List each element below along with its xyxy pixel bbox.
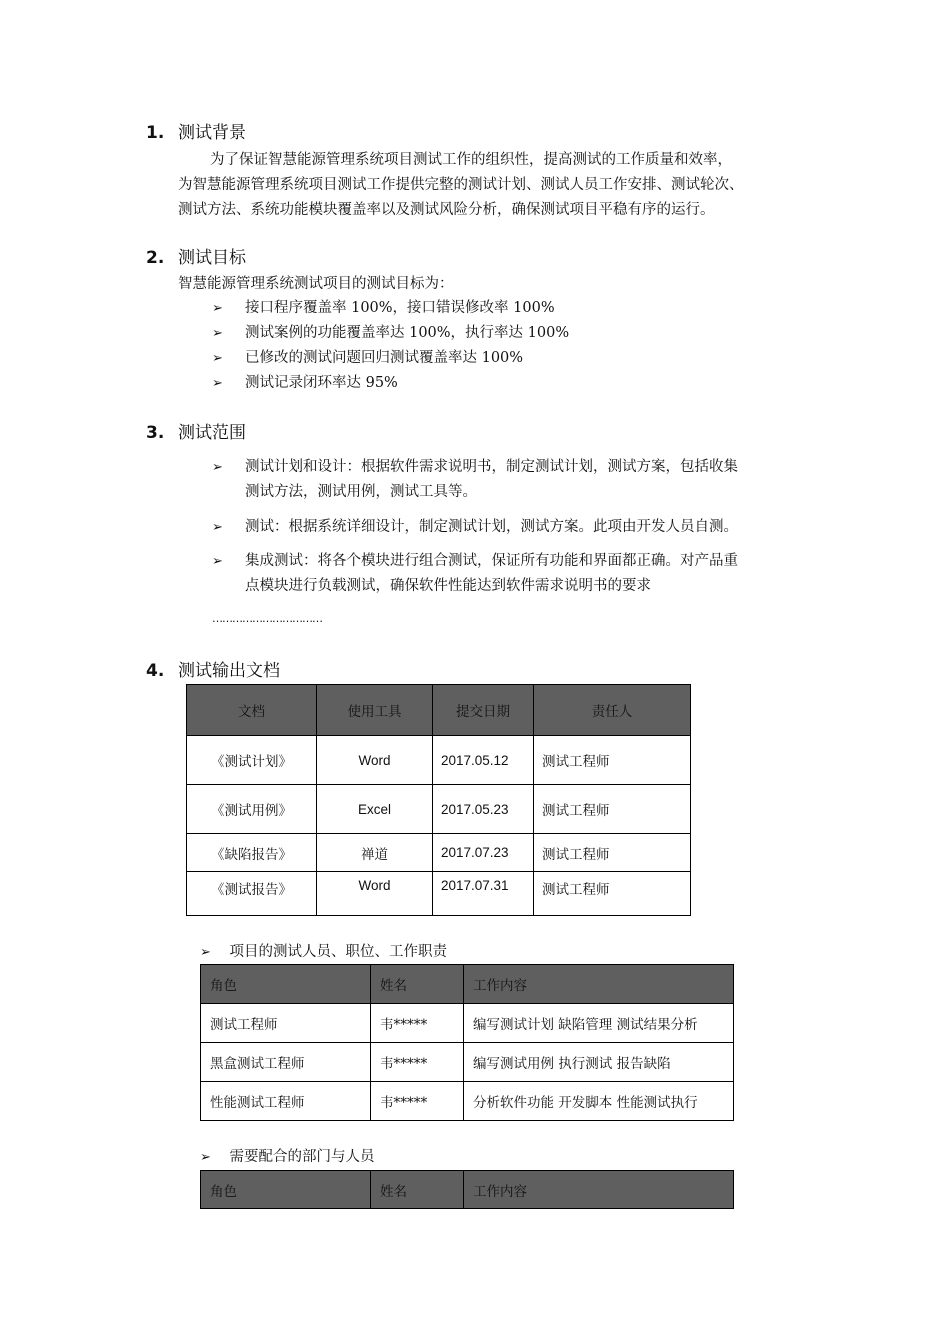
section-title: 测试范围 <box>178 423 246 443</box>
section-title: 测试输出文档 <box>178 661 280 681</box>
table-cell: 韦***** <box>371 1004 464 1043</box>
table-cell: 测试工程师 <box>534 872 691 916</box>
table-cell: 性能测试工程师 <box>201 1082 371 1121</box>
background-line-2: 为智慧能源管理系统项目测试工作提供完整的测试计划、测试人员工作安排、测试轮次、 <box>178 177 744 193</box>
table-row <box>187 872 691 916</box>
departments-table <box>200 1170 734 1209</box>
arrow-bullet-icon: ➢ <box>212 460 223 475</box>
table-cell: 《测试计划》 <box>187 736 317 785</box>
section-heading-output-docs <box>146 656 280 681</box>
section-title: 测试背景 <box>178 123 246 143</box>
section-title: 测试目标 <box>178 248 246 268</box>
arrow-bullet-icon: ➢ <box>212 520 223 535</box>
table-row <box>201 1082 734 1121</box>
table-header-row <box>201 1171 734 1209</box>
table-cell: 编写测试用例 执行测试 报告缺陷 <box>464 1043 734 1082</box>
staff-caption <box>200 940 700 965</box>
background-line-3: 测试方法、系统功能模块覆盖率以及测试风险分析，确保测试项目平稳有序的运行。 <box>178 202 715 218</box>
table-header-cell: 角色 <box>201 1171 371 1209</box>
table-cell: 2017.05.12 <box>433 736 534 785</box>
table-header-cell: 文档 <box>187 685 317 736</box>
goal-item-text: 测试记录闭环率达 95% <box>245 375 398 391</box>
goal-item <box>212 371 812 396</box>
arrow-bullet-icon: ➢ <box>212 326 223 341</box>
section-number: 2. <box>146 248 165 268</box>
scope-item <box>212 515 812 540</box>
table-header-cell: 责任人 <box>534 685 691 736</box>
scope-item <box>212 549 812 599</box>
table-header-cell: 姓名 <box>371 1171 464 1209</box>
goal-item <box>212 321 812 346</box>
scope-item-line: 测试：根据系统详细设计，制定测试计划，测试方案。此项由开发人员自测。 <box>245 519 738 535</box>
section-number: 1. <box>146 123 165 143</box>
section-number: 4. <box>146 661 165 681</box>
arrow-bullet-icon: ➢ <box>200 945 211 960</box>
table-header-cell: 工作内容 <box>464 965 734 1004</box>
table-row <box>187 736 691 785</box>
table-cell: 2017.07.31 <box>433 872 534 916</box>
scope-item-line: 测试方法，测试用例，测试工具等。 <box>245 484 477 500</box>
scope-ellipsis: …………………………… <box>212 612 322 625</box>
scope-item-line: 集成测试：将各个模块进行组合测试，保证所有功能和界面都正确。对产品重 <box>245 553 738 569</box>
section-heading-scope <box>146 418 246 443</box>
table-cell: Word <box>317 872 433 916</box>
table-header-row <box>201 965 734 1004</box>
goal-item-text: 测试案例的功能覆盖率达 100%，执行率达 100% <box>245 325 570 341</box>
goals-intro: 智慧能源管理系统测试项目的测试目标为： <box>178 276 454 292</box>
table-cell: 2017.07.23 <box>433 834 534 872</box>
arrow-bullet-icon: ➢ <box>212 301 223 316</box>
table-row <box>187 785 691 834</box>
departments-caption <box>200 1145 700 1170</box>
table-cell: 测试工程师 <box>534 736 691 785</box>
table-header-cell: 角色 <box>201 965 371 1004</box>
table-cell: 韦***** <box>371 1043 464 1082</box>
scope-item <box>212 455 812 505</box>
background-line-1: 为了保证智慧能源管理系统项目测试工作的组织性，提高测试的工作质量和效率， <box>210 152 732 168</box>
goal-item <box>212 346 812 371</box>
table-header-row <box>187 685 691 736</box>
scope-item-line: 点模块进行负载测试，确保软件性能达到软件需求说明书的要求 <box>245 578 651 594</box>
table-header-cell: 使用工具 <box>317 685 433 736</box>
table-cell: 黑盒测试工程师 <box>201 1043 371 1082</box>
arrow-bullet-icon: ➢ <box>200 1150 211 1165</box>
table-row <box>187 834 691 872</box>
table-row <box>201 1043 734 1082</box>
table-cell: 韦***** <box>371 1082 464 1121</box>
table-cell: Excel <box>317 785 433 834</box>
arrow-bullet-icon: ➢ <box>212 554 223 569</box>
staff-caption-text: 项目的测试人员、职位、工作职责 <box>229 944 448 960</box>
table-cell: 测试工程师 <box>201 1004 371 1043</box>
arrow-bullet-icon: ➢ <box>212 351 223 366</box>
goal-item <box>212 296 812 321</box>
output-docs-table <box>186 684 691 916</box>
table-row <box>201 1004 734 1043</box>
table-cell: 禅道 <box>317 834 433 872</box>
table-header-cell: 姓名 <box>371 965 464 1004</box>
section-number: 3. <box>146 423 165 443</box>
table-cell: 测试工程师 <box>534 785 691 834</box>
table-cell: 《测试用例》 <box>187 785 317 834</box>
section-heading-background <box>146 118 246 143</box>
departments-caption-text: 需要配合的部门与人员 <box>229 1149 375 1165</box>
section-heading-goals <box>146 243 246 268</box>
scope-item-line: 测试计划和设计：根据软件需求说明书，制定测试计划，测试方案，包括收集 <box>245 459 738 475</box>
table-header-cell: 提交日期 <box>433 685 534 736</box>
table-header-cell: 工作内容 <box>464 1171 734 1209</box>
goal-item-text: 接口程序覆盖率 100%，接口错误修改率 100% <box>245 300 555 316</box>
goal-item-text: 已修改的测试问题回归测试覆盖率达 100% <box>245 350 524 366</box>
table-cell: 测试工程师 <box>534 834 691 872</box>
table-cell: 编写测试计划 缺陷管理 测试结果分析 <box>464 1004 734 1043</box>
table-cell: 分析软件功能 开发脚本 性能测试执行 <box>464 1082 734 1121</box>
staff-table <box>200 964 734 1121</box>
table-cell: 《缺陷报告》 <box>187 834 317 872</box>
arrow-bullet-icon: ➢ <box>212 376 223 391</box>
table-cell: 《测试报告》 <box>187 872 317 916</box>
table-cell: 2017.05.23 <box>433 785 534 834</box>
table-cell: Word <box>317 736 433 785</box>
